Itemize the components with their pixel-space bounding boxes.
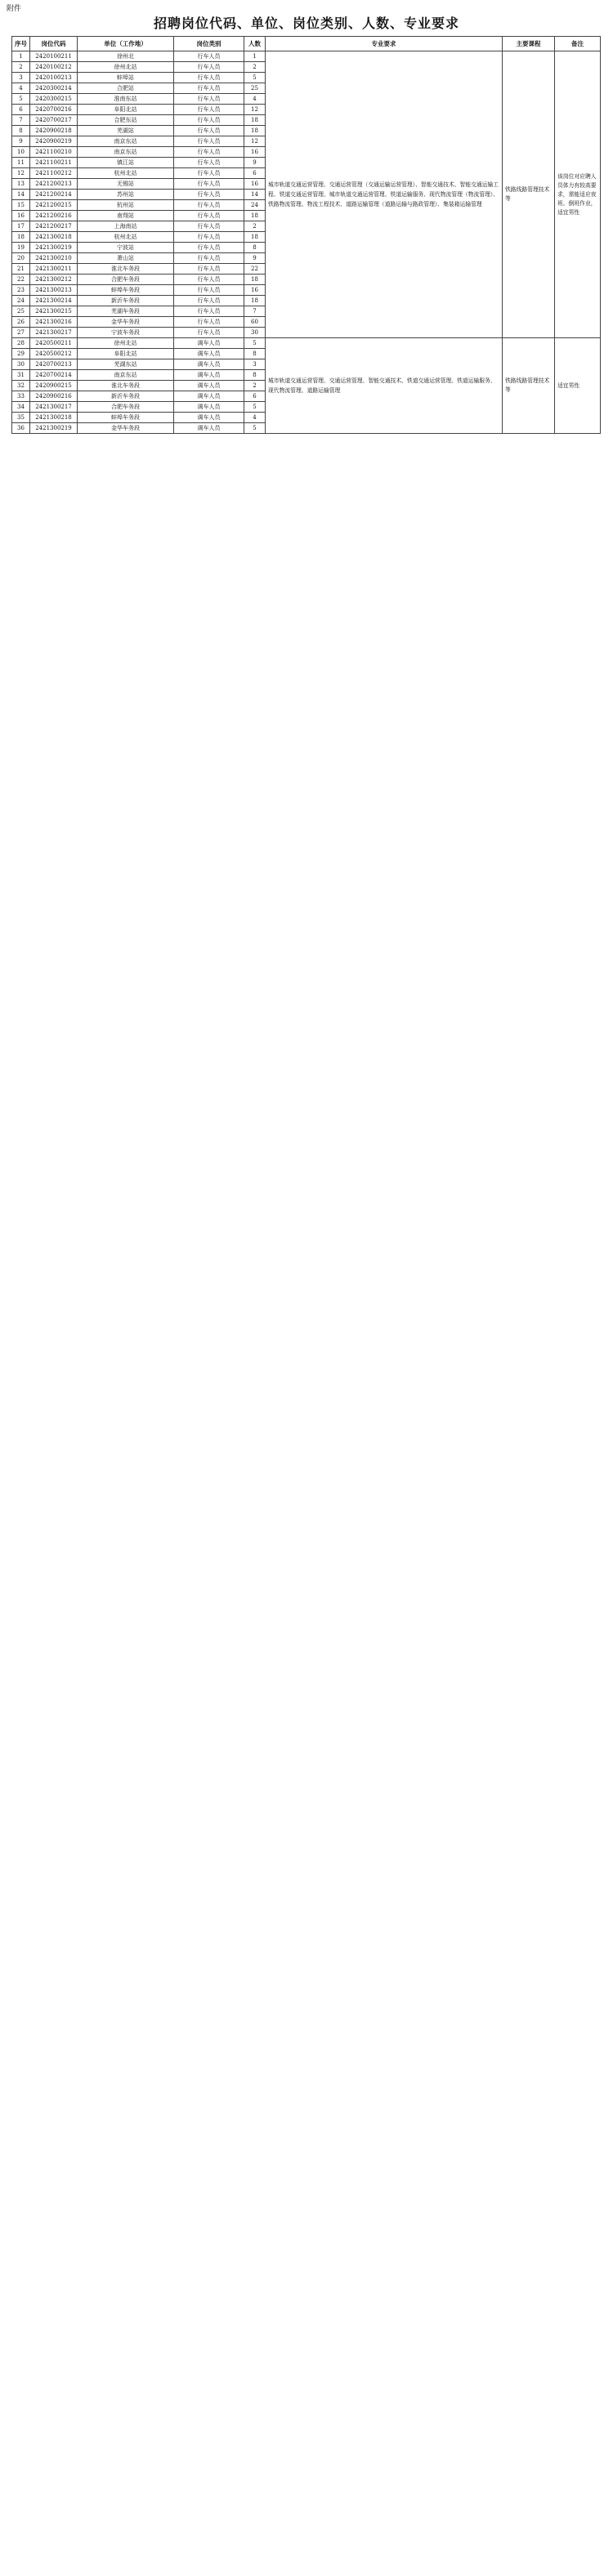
row-count: 24 (244, 200, 266, 211)
row-category: 调车人员 (174, 402, 244, 413)
row-index: 30 (12, 359, 30, 370)
requirements-table (11, 36, 601, 434)
row-count: 4 (244, 94, 266, 105)
row-code: 2421300211 (30, 264, 78, 275)
row-count: 60 (244, 317, 266, 328)
row-count: 5 (244, 423, 266, 434)
row-code: 2421300219 (30, 423, 78, 434)
row-index: 3 (12, 73, 30, 83)
row-unit: 无锡站 (78, 179, 174, 190)
attachment-label: 附件 (7, 5, 22, 13)
row-category: 行车人员 (174, 73, 244, 83)
row-code: 2421200216 (30, 211, 78, 221)
row-code: 2421300216 (30, 317, 78, 328)
row-count: 8 (244, 243, 266, 253)
row-index: 29 (12, 349, 30, 359)
row-category: 行车人员 (174, 264, 244, 275)
row-unit: 新沂车务段 (78, 296, 174, 306)
row-category: 行车人员 (174, 83, 244, 94)
row-code: 2421300219 (30, 243, 78, 253)
row-code: 2421300217 (30, 328, 78, 338)
row-code: 2421100211 (30, 158, 78, 168)
row-index: 12 (12, 168, 30, 179)
row-category: 行车人员 (174, 296, 244, 306)
row-unit: 合肥车务段 (78, 402, 174, 413)
row-code: 2421200215 (30, 200, 78, 211)
row-count: 18 (244, 126, 266, 136)
row-unit: 金华车务段 (78, 317, 174, 328)
row-index: 8 (12, 126, 30, 136)
row-category: 行车人员 (174, 62, 244, 73)
row-category: 行车人员 (174, 158, 244, 168)
row-count: 18 (244, 115, 266, 126)
row-category: 行车人员 (174, 328, 244, 338)
row-unit: 淮北车务段 (78, 381, 174, 391)
row-category: 行车人员 (174, 253, 244, 264)
row-unit: 萧山站 (78, 253, 174, 264)
row-index: 26 (12, 317, 30, 328)
row-category: 行车人员 (174, 211, 244, 221)
row-index: 13 (12, 179, 30, 190)
row-index: 16 (12, 211, 30, 221)
row-code: 2420300214 (30, 83, 78, 94)
row-unit: 杭州北站 (78, 232, 174, 243)
row-unit: 蚌埠站 (78, 73, 174, 83)
row-index: 19 (12, 243, 30, 253)
row-category: 行车人员 (174, 190, 244, 200)
table-header-row (12, 37, 601, 51)
row-unit: 杭州北站 (78, 168, 174, 179)
row-code: 2421200213 (30, 179, 78, 190)
row-unit: 阜阳北站 (78, 349, 174, 359)
row-count: 5 (244, 338, 266, 349)
row-count: 14 (244, 190, 266, 200)
row-index: 9 (12, 136, 30, 147)
row-category: 调车人员 (174, 338, 244, 349)
table-row (12, 51, 601, 62)
row-count: 1 (244, 51, 266, 62)
row-code: 2421300214 (30, 296, 78, 306)
row-count: 16 (244, 285, 266, 296)
row-major: 城市轨道交通运营管理、交通运营管理、智能交通技术、铁道交通运营管理、铁道运输服务、现代物流管理、道路运输管理 (266, 338, 503, 434)
row-code: 2420700213 (30, 359, 78, 370)
row-index: 25 (12, 306, 30, 317)
row-code: 2421300212 (30, 275, 78, 285)
row-count: 18 (244, 211, 266, 221)
row-category: 调车人员 (174, 359, 244, 370)
row-index: 11 (12, 158, 30, 168)
row-unit: 镇江站 (78, 158, 174, 168)
row-index: 10 (12, 147, 30, 158)
row-count: 16 (244, 179, 266, 190)
row-unit: 芜湖车务段 (78, 306, 174, 317)
row-unit: 蚌埠车务段 (78, 285, 174, 296)
row-category: 调车人员 (174, 391, 244, 402)
row-index: 14 (12, 190, 30, 200)
row-code: 2421300215 (30, 306, 78, 317)
row-code: 2421200214 (30, 190, 78, 200)
row-category: 行车人员 (174, 275, 244, 285)
row-category: 行车人员 (174, 200, 244, 211)
row-category: 行车人员 (174, 179, 244, 190)
row-category: 行车人员 (174, 243, 244, 253)
row-category: 调车人员 (174, 381, 244, 391)
row-count: 2 (244, 381, 266, 391)
row-code: 2420100212 (30, 62, 78, 73)
row-index: 21 (12, 264, 30, 275)
header-category: 岗位类别 (174, 37, 244, 51)
row-unit: 宁波站 (78, 243, 174, 253)
row-category: 行车人员 (174, 232, 244, 243)
row-unit: 宁波车务段 (78, 328, 174, 338)
row-unit: 南京东站 (78, 147, 174, 158)
row-index: 28 (12, 338, 30, 349)
row-count: 12 (244, 136, 266, 147)
row-unit: 杭州站 (78, 200, 174, 211)
row-count: 25 (244, 83, 266, 94)
row-count: 2 (244, 62, 266, 73)
row-count: 16 (244, 147, 266, 158)
row-count: 4 (244, 413, 266, 423)
row-unit: 金华车务段 (78, 423, 174, 434)
row-count: 9 (244, 253, 266, 264)
row-index: 6 (12, 105, 30, 115)
row-category: 行车人员 (174, 221, 244, 232)
row-count: 6 (244, 391, 266, 402)
table-row (12, 338, 601, 349)
row-category: 行车人员 (174, 306, 244, 317)
row-code: 2420700216 (30, 105, 78, 115)
header-unit: 单位（工作地） (78, 37, 174, 51)
row-count: 18 (244, 296, 266, 306)
row-index: 20 (12, 253, 30, 264)
row-code: 2420900215 (30, 381, 78, 391)
row-unit: 芜湖东站 (78, 359, 174, 370)
row-index: 36 (12, 423, 30, 434)
row-note: 适宜男性 (555, 338, 601, 434)
row-code: 2420300215 (30, 94, 78, 105)
row-index: 32 (12, 381, 30, 391)
row-unit: 淮南东站 (78, 94, 174, 105)
row-code: 2421300213 (30, 285, 78, 296)
row-index: 4 (12, 83, 30, 94)
row-count: 18 (244, 275, 266, 285)
row-code: 2420100213 (30, 73, 78, 83)
row-index: 5 (12, 94, 30, 105)
row-count: 8 (244, 349, 266, 359)
header-major: 专业要求 (266, 37, 503, 51)
row-count: 12 (244, 105, 266, 115)
row-code: 2420900218 (30, 126, 78, 136)
row-unit: 芜湖站 (78, 126, 174, 136)
row-code: 2420500212 (30, 349, 78, 359)
row-code: 2421300218 (30, 232, 78, 243)
header-index: 序号 (12, 37, 30, 51)
row-count: 5 (244, 402, 266, 413)
row-count: 7 (244, 306, 266, 317)
row-code: 2421300218 (30, 413, 78, 423)
row-category: 调车人员 (174, 423, 244, 434)
row-unit: 合肥东站 (78, 115, 174, 126)
row-index: 17 (12, 221, 30, 232)
row-count: 3 (244, 359, 266, 370)
row-index: 1 (12, 51, 30, 62)
row-category: 调车人员 (174, 349, 244, 359)
row-index: 27 (12, 328, 30, 338)
row-category: 行车人员 (174, 115, 244, 126)
row-unit: 淮北车务段 (78, 264, 174, 275)
row-major: 城市轨道交通运营管理、交通运营管理（交通运输运营管理）、智能交通技术、智能交通运输工程、铁道交通运营管理、城市轨道交通运营管理、铁道运输服务、现代物流管理（物流管理）、铁路物流管理、物流工程技术、道路运输管理（道路运输与路政管理）、集装箱运输管理 (266, 51, 503, 338)
row-index: 23 (12, 285, 30, 296)
row-index: 35 (12, 413, 30, 423)
row-index: 22 (12, 275, 30, 285)
row-count: 5 (244, 73, 266, 83)
row-count: 30 (244, 328, 266, 338)
row-code: 2420900219 (30, 136, 78, 147)
row-code: 2421300217 (30, 402, 78, 413)
row-count: 2 (244, 221, 266, 232)
row-index: 7 (12, 115, 30, 126)
row-unit: 南京东站 (78, 370, 174, 381)
row-code: 2420100211 (30, 51, 78, 62)
row-category: 行车人员 (174, 147, 244, 158)
header-code: 岗位代码 (30, 37, 78, 51)
row-category: 行车人员 (174, 317, 244, 328)
row-unit: 徐州北站 (78, 62, 174, 73)
row-count: 9 (244, 158, 266, 168)
row-code: 2420500211 (30, 338, 78, 349)
row-unit: 南京东站 (78, 136, 174, 147)
row-count: 22 (244, 264, 266, 275)
row-index: 31 (12, 370, 30, 381)
row-code: 2421100212 (30, 168, 78, 179)
row-unit: 南翔站 (78, 211, 174, 221)
row-index: 18 (12, 232, 30, 243)
row-unit: 蚌埠车务段 (78, 413, 174, 423)
row-note: 该岗位对应聘人员体力有较高要求，需能适应夜班、倒班作业，适宜男性 (555, 51, 601, 338)
header-count: 人数 (244, 37, 266, 51)
row-code: 2421300210 (30, 253, 78, 264)
row-index: 24 (12, 296, 30, 306)
row-index: 2 (12, 62, 30, 73)
row-unit: 新沂车务段 (78, 391, 174, 402)
row-unit: 徐州北站 (78, 338, 174, 349)
document-title: 招聘岗位代码、单位、岗位类别、人数、专业要求 (153, 16, 459, 31)
header-course: 主要课程 (503, 37, 555, 51)
row-code: 2421100210 (30, 147, 78, 158)
row-unit: 合肥车务段 (78, 275, 174, 285)
row-category: 调车人员 (174, 370, 244, 381)
row-course: 铁路线路管理技术等 (503, 338, 555, 434)
row-code: 2420700217 (30, 115, 78, 126)
row-index: 15 (12, 200, 30, 211)
row-count: 8 (244, 370, 266, 381)
row-unit: 上海南站 (78, 221, 174, 232)
row-count: 18 (244, 232, 266, 243)
row-code: 2420700214 (30, 370, 78, 381)
row-category: 行车人员 (174, 285, 244, 296)
row-index: 33 (12, 391, 30, 402)
row-unit: 徐州北 (78, 51, 174, 62)
row-count: 6 (244, 168, 266, 179)
row-unit: 苏州站 (78, 190, 174, 200)
header-note: 备注 (555, 37, 601, 51)
row-category: 行车人员 (174, 105, 244, 115)
row-unit: 合肥站 (78, 83, 174, 94)
row-category: 行车人员 (174, 51, 244, 62)
row-category: 行车人员 (174, 136, 244, 147)
row-category: 行车人员 (174, 126, 244, 136)
row-index: 34 (12, 402, 30, 413)
row-category: 调车人员 (174, 413, 244, 423)
row-course: 铁路线路管理技术等 (503, 51, 555, 338)
row-code: 2421200217 (30, 221, 78, 232)
row-category: 行车人员 (174, 168, 244, 179)
row-unit: 阜阳北站 (78, 105, 174, 115)
row-category: 行车人员 (174, 94, 244, 105)
row-code: 2420900216 (30, 391, 78, 402)
